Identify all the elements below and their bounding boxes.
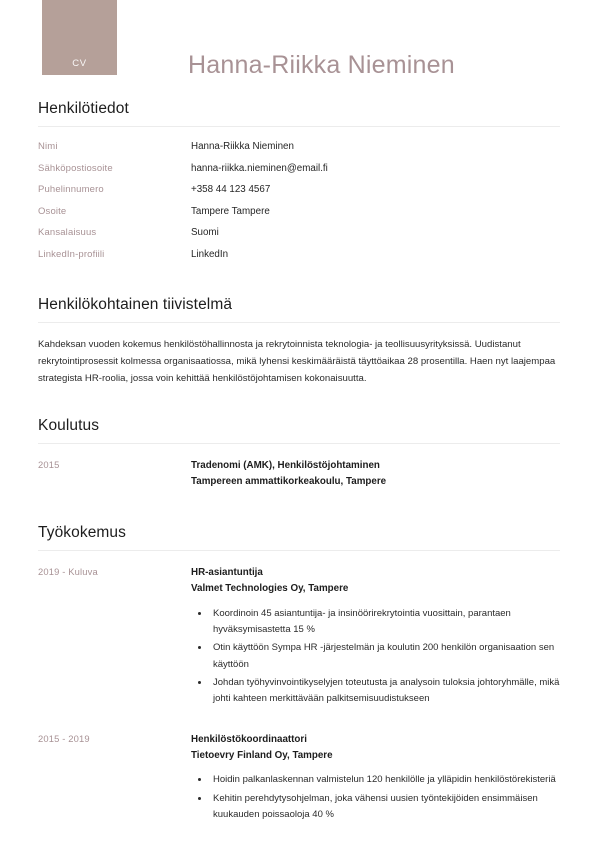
experience-role: HR-asiantuntija	[191, 567, 263, 579]
section-divider	[38, 443, 560, 444]
cv-header	[0, 0, 600, 100]
experience-employer: Tietoevry Finland Oy, Tampere	[191, 749, 333, 761]
experience-body	[191, 732, 560, 826]
experience-role: Henkilöstökoordinaattori	[191, 733, 307, 745]
section-personal-summary	[0, 296, 600, 387]
list-item: • Koordinoin 45 asiantuntija- ja insinöörirekrytointia vuosittain, parantaen hyväksymisastetta 15 %	[210, 606, 560, 639]
experience-entry	[38, 565, 560, 710]
section-divider	[38, 126, 560, 127]
info-row	[38, 141, 560, 152]
info-label-address: Osoite	[38, 205, 67, 217]
list-item: • Otin käyttöön Sympa HR -järjestelmän ja koulutin 200 henkilön organisaation sen käyttöön	[210, 640, 560, 673]
info-value-phone: +358 44 123 4567	[191, 184, 271, 195]
section-work-experience	[0, 524, 600, 825]
info-row	[38, 249, 560, 260]
info-row	[38, 227, 560, 238]
page-title: Hanna-Riikka Nieminen	[188, 51, 455, 79]
info-value-nationality: Suomi	[191, 227, 219, 238]
info-label-phone: Puhelinnumero	[38, 184, 104, 195]
education-entry	[38, 458, 560, 490]
education-school: Tampereen ammattikorkeakoulu, Tampere	[191, 476, 387, 488]
education-degree: Tradenomi (AMK), Henkilöstöjohtaminen	[191, 460, 380, 472]
experience-date: 2015 - 2019	[38, 732, 90, 744]
experience-body	[191, 565, 560, 710]
cv-badge-label: CV	[72, 58, 87, 69]
info-label-linkedin: LinkedIn-profiili	[38, 248, 105, 260]
section-title-experience: Työkokemus	[38, 524, 127, 542]
section-title-summary: Henkilökohtainen tiivistelmä	[38, 296, 233, 313]
info-value-name: Hanna-Riikka Nieminen	[191, 141, 294, 152]
experience-bullet-list	[191, 772, 560, 823]
section-divider	[38, 322, 560, 323]
section-personal-details	[0, 100, 600, 260]
cv-badge-block	[42, 0, 117, 75]
education-date: 2015	[38, 459, 60, 471]
info-label-name: Nimi	[38, 141, 58, 152]
info-value-email: hanna-riikka.nieminen@email.fi	[191, 162, 328, 174]
list-item: • Kehitin perehdytysohjelman, joka vähensi uusien työntekijöiden ensimmäisen kuukauden poissaoloja 40 %	[210, 791, 560, 824]
experience-bullet-list	[191, 606, 560, 708]
experience-date: 2019 - Kuluva	[38, 566, 98, 578]
education-body	[191, 458, 560, 490]
info-row	[38, 163, 560, 174]
section-divider	[38, 550, 560, 551]
summary-paragraph: Kahdeksan vuoden kokemus henkilöstöhallinnosta ja rekrytoinnista teknologia- ja teollisuusyrityksissä. Uudistanut rekrytointiprosessit kolmessa organisaatiossa, mikä lyhensi keskimääräistä täyttöaikaa 28 prosentilla. Haen nyt laajempaa strategista HR-roolia, jossa voin kehittää henkilöstöjohtamisen kokonaisuutta.	[38, 339, 556, 384]
experience-employer: Valmet Technologies Oy, Tampere	[191, 582, 349, 594]
info-row	[38, 184, 560, 195]
list-item: • Johdan työhyvinvointikyselyjen toteutusta ja analysoin tuloksia johtoryhmälle, mikä johti kahteen merkittävään palkitsemisuudistukseen	[210, 675, 560, 708]
info-row	[38, 206, 560, 217]
section-title-education: Koulutus	[38, 417, 100, 435]
info-label-nationality: Kansalaisuus	[38, 227, 97, 238]
info-label-email: Sähköpostiosoite	[38, 162, 113, 174]
info-value-address: Tampere Tampere	[191, 205, 270, 217]
experience-entry	[38, 732, 560, 826]
list-item: • Hoidin palkanlaskennan valmistelun 120 henkilölle ja ylläpidin henkilöstörekisteriä	[210, 772, 560, 788]
section-title-personal: Henkilötiedot	[38, 100, 129, 117]
section-education	[0, 417, 600, 490]
info-value-linkedin[interactable]: LinkedIn	[191, 248, 229, 260]
